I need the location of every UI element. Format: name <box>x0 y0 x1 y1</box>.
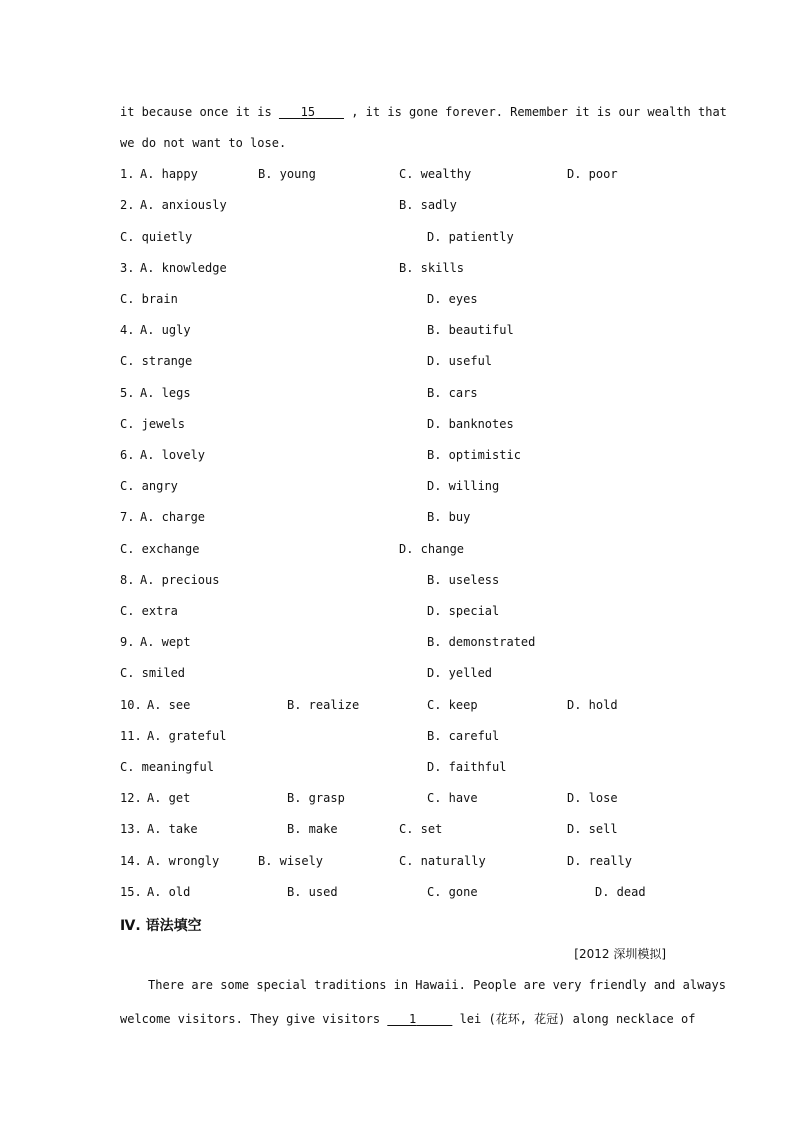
passage-line-2: we do not want to lose. <box>120 136 287 150</box>
option-d: D. willing <box>427 479 500 493</box>
question-number: 10. <box>120 698 142 712</box>
option-d: D. hold <box>567 698 618 712</box>
option-d: D. change <box>399 542 465 556</box>
question-number: 13. <box>120 822 142 836</box>
option-c: C. strange <box>120 354 193 368</box>
question-number: 3. <box>120 261 135 275</box>
source-label: [2012 深圳模拟] <box>574 947 666 961</box>
paragraph-line-1 <box>120 978 726 992</box>
question-number: 7. <box>120 510 135 524</box>
passage-text: , it is gone forever. Remember it is our wealth that <box>344 105 727 119</box>
option-d: D. dead <box>595 885 646 899</box>
option-d: D. lose <box>567 791 618 805</box>
option-c: C. wealthy <box>399 167 472 181</box>
option-c: C. have <box>427 791 478 805</box>
paragraph-text: lei (花环, 花冠) along necklace of <box>452 1012 696 1026</box>
option-b: B. realize <box>287 698 360 712</box>
paragraph-text: welcome visitors. They give visitors <box>120 1012 388 1026</box>
option-b: B. wisely <box>258 854 324 868</box>
option-d: D. really <box>567 854 633 868</box>
option-b: B. buy <box>427 510 471 524</box>
question-number: 15. <box>120 885 142 899</box>
option-b: B. beautiful <box>427 323 514 337</box>
option-c: C. meaningful <box>120 760 214 774</box>
option-b: B. grasp <box>287 791 345 805</box>
question-number: 11. <box>120 729 142 743</box>
section-title: Ⅳ. 语法填空 <box>120 918 202 934</box>
option-a: A. take <box>147 822 198 836</box>
option-a: A. lovely <box>140 448 206 462</box>
question-number: 1. <box>120 167 135 181</box>
option-b: B. careful <box>427 729 500 743</box>
option-c: C. gone <box>427 885 478 899</box>
question-number: 6. <box>120 448 135 462</box>
option-c: C. quietly <box>120 230 193 244</box>
question-number: 5. <box>120 386 135 400</box>
passage-text: it because once it is <box>120 105 279 119</box>
option-b: B. cars <box>427 386 478 400</box>
option-d: D. sell <box>567 822 618 836</box>
passage-line-1 <box>120 105 727 119</box>
option-d: D. poor <box>567 167 618 181</box>
option-a: A. wrongly <box>147 854 220 868</box>
option-a: A. charge <box>140 510 206 524</box>
option-d: D. useful <box>427 354 493 368</box>
option-a: A. see <box>147 698 191 712</box>
option-b: B. demonstrated <box>427 635 536 649</box>
option-a: A. ugly <box>140 323 191 337</box>
option-a: A. grateful <box>147 729 227 743</box>
paragraph-line-2 <box>120 1010 696 1027</box>
option-d: D. special <box>427 604 500 618</box>
blank-1: 1 <box>409 1012 417 1026</box>
option-c: C. naturally <box>399 854 486 868</box>
option-b: B. useless <box>427 573 500 587</box>
option-d: D. yelled <box>427 666 493 680</box>
option-a: A. knowledge <box>140 261 227 275</box>
option-c: C. exchange <box>120 542 200 556</box>
option-c: C. keep <box>427 698 478 712</box>
option-a: A. happy <box>140 167 198 181</box>
question-number: 14. <box>120 854 142 868</box>
option-b: B. make <box>287 822 338 836</box>
option-b: B. sadly <box>399 198 457 212</box>
blank-15: 15 <box>300 105 316 119</box>
option-c: C. extra <box>120 604 178 618</box>
option-a: A. anxiously <box>140 198 227 212</box>
option-a: A. legs <box>140 386 191 400</box>
option-d: D. banknotes <box>427 417 514 431</box>
question-number: 9. <box>120 635 135 649</box>
paragraph-text: There are some special traditions in Hawaii. People are very friendly and always <box>148 978 726 992</box>
option-a: A. old <box>147 885 191 899</box>
question-number: 12. <box>120 791 142 805</box>
option-d: D. eyes <box>427 292 478 306</box>
option-a: A. get <box>147 791 191 805</box>
question-number: 4. <box>120 323 135 337</box>
option-b: B. skills <box>399 261 465 275</box>
option-c: C. jewels <box>120 417 186 431</box>
option-b: B. used <box>287 885 338 899</box>
option-a: A. wept <box>140 635 191 649</box>
option-b: B. young <box>258 167 316 181</box>
question-number: 2. <box>120 198 135 212</box>
option-c: C. set <box>399 822 443 836</box>
question-number: 8. <box>120 573 135 587</box>
option-c: C. angry <box>120 479 178 493</box>
option-d: D. faithful <box>427 760 507 774</box>
option-b: B. optimistic <box>427 448 521 462</box>
option-a: A. precious <box>140 573 220 587</box>
option-c: C. smiled <box>120 666 186 680</box>
option-d: D. patiently <box>427 230 514 244</box>
option-c: C. brain <box>120 292 178 306</box>
